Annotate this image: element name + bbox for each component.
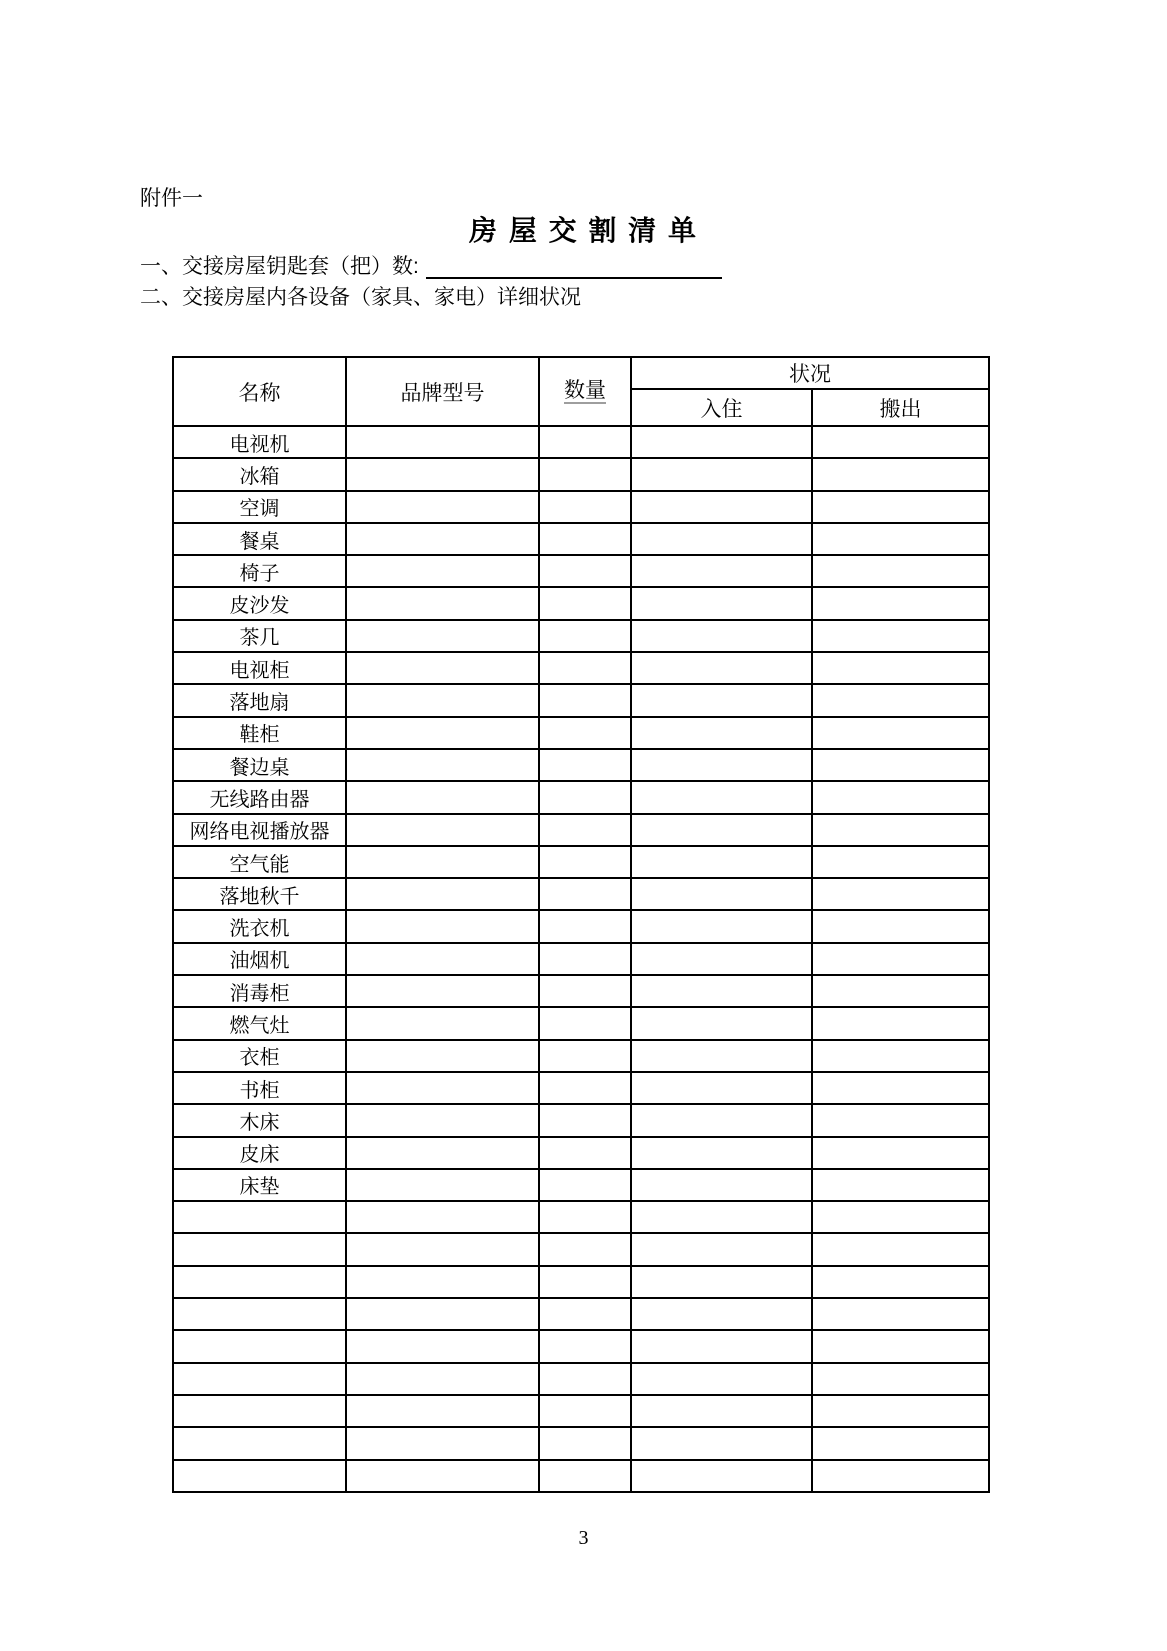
table-row [173, 781, 989, 813]
move-in-status-cell [631, 1040, 812, 1072]
table-row [173, 684, 989, 716]
item-name-cell: 洗衣机 [173, 910, 346, 942]
column-header-name: 名称 [173, 357, 346, 426]
move-in-status-cell [631, 1395, 812, 1427]
table-row [173, 1007, 989, 1039]
quantity-cell [539, 717, 631, 749]
brand-model-cell [346, 1427, 539, 1459]
move-in-status-cell [631, 458, 812, 490]
table-row-empty [173, 1233, 989, 1265]
brand-model-cell [346, 1395, 539, 1427]
item-name-cell [173, 1298, 346, 1330]
move-in-status-cell [631, 1460, 812, 1492]
move-in-status-cell [631, 1330, 812, 1362]
move-in-status-cell [631, 943, 812, 975]
move-in-status-cell [631, 523, 812, 555]
item-name-cell: 床垫 [173, 1169, 346, 1201]
item-name-cell [173, 1266, 346, 1298]
quantity-cell [539, 749, 631, 781]
table-row [173, 1040, 989, 1072]
brand-model-cell [346, 1169, 539, 1201]
table-row-empty [173, 1330, 989, 1362]
item-name-cell: 椅子 [173, 555, 346, 587]
move-out-status-cell [812, 458, 989, 490]
item-name-cell: 皮床 [173, 1137, 346, 1169]
table-row [173, 846, 989, 878]
move-out-status-cell [812, 1137, 989, 1169]
table-row [173, 749, 989, 781]
move-in-status-cell [631, 878, 812, 910]
brand-model-cell [346, 652, 539, 684]
brand-model-cell [346, 1266, 539, 1298]
quantity-cell [539, 781, 631, 813]
move-out-status-cell [812, 587, 989, 619]
brand-model-cell [346, 426, 539, 458]
brand-model-cell [346, 1201, 539, 1233]
equipment-condition-line: 二、交接房屋内各设备（家具、家电）详细状况 [140, 286, 581, 309]
item-name-cell [173, 1330, 346, 1362]
brand-model-cell [346, 878, 539, 910]
move-in-status-cell [631, 1104, 812, 1136]
move-out-status-cell [812, 555, 989, 587]
move-out-status-cell [812, 1201, 989, 1233]
table-row [173, 1104, 989, 1136]
move-in-status-cell [631, 749, 812, 781]
brand-model-cell [346, 458, 539, 490]
column-header-quantity-label: 数量 [564, 379, 606, 404]
brand-model-cell [346, 1460, 539, 1492]
brand-model-cell [346, 555, 539, 587]
key-count-blank-field [426, 257, 722, 279]
quantity-cell [539, 1233, 631, 1265]
brand-model-cell [346, 814, 539, 846]
item-name-cell: 餐边桌 [173, 749, 346, 781]
column-header-move-out: 搬出 [812, 389, 989, 426]
move-out-status-cell [812, 943, 989, 975]
item-name-cell [173, 1363, 346, 1395]
move-out-status-cell [812, 620, 989, 652]
move-out-status-cell [812, 1395, 989, 1427]
column-header-move-in: 入住 [631, 389, 812, 426]
item-name-cell [173, 1395, 346, 1427]
table-row-empty [173, 1298, 989, 1330]
move-out-status-cell [812, 1233, 989, 1265]
brand-model-cell [346, 620, 539, 652]
brand-model-cell [346, 1233, 539, 1265]
quantity-cell [539, 523, 631, 555]
move-in-status-cell [631, 1169, 812, 1201]
quantity-cell [539, 1460, 631, 1492]
move-out-status-cell [812, 523, 989, 555]
quantity-cell [539, 943, 631, 975]
move-out-status-cell [812, 652, 989, 684]
move-out-status-cell [812, 910, 989, 942]
brand-model-cell [346, 846, 539, 878]
table-row-empty [173, 1427, 989, 1459]
key-count-label: 一、交接房屋钥匙套（把）数: [140, 255, 419, 278]
table-row [173, 910, 989, 942]
move-out-status-cell [812, 684, 989, 716]
move-in-status-cell [631, 1233, 812, 1265]
quantity-cell [539, 1137, 631, 1169]
quantity-cell [539, 652, 631, 684]
move-out-status-cell [812, 1007, 989, 1039]
move-in-status-cell [631, 814, 812, 846]
table-row [173, 1169, 989, 1201]
item-name-cell: 消毒柜 [173, 975, 346, 1007]
quantity-cell [539, 975, 631, 1007]
quantity-cell [539, 620, 631, 652]
attachment-label: 附件一 [140, 187, 203, 210]
table-row [173, 878, 989, 910]
brand-model-cell [346, 1330, 539, 1362]
move-in-status-cell [631, 1266, 812, 1298]
table-row [173, 717, 989, 749]
move-in-status-cell [631, 1007, 812, 1039]
move-in-status-cell [631, 426, 812, 458]
table-row [173, 1072, 989, 1104]
move-in-status-cell [631, 491, 812, 523]
quantity-cell [539, 684, 631, 716]
page-number: 3 [578, 1527, 589, 1549]
item-name-cell: 油烟机 [173, 943, 346, 975]
move-in-status-cell [631, 1298, 812, 1330]
item-name-cell: 冰箱 [173, 458, 346, 490]
quantity-cell [539, 814, 631, 846]
move-out-status-cell [812, 975, 989, 1007]
move-out-status-cell [812, 1040, 989, 1072]
table-row [173, 523, 989, 555]
move-out-status-cell [812, 1169, 989, 1201]
item-name-cell [173, 1460, 346, 1492]
quantity-cell [539, 1040, 631, 1072]
item-name-cell: 无线路由器 [173, 781, 346, 813]
brand-model-cell [346, 1040, 539, 1072]
item-name-cell: 落地秋千 [173, 878, 346, 910]
quantity-cell [539, 1266, 631, 1298]
table-body [173, 426, 989, 1492]
quantity-cell [539, 1072, 631, 1104]
quantity-cell [539, 426, 631, 458]
move-out-status-cell [812, 1460, 989, 1492]
move-in-status-cell [631, 1072, 812, 1104]
column-header-condition: 状况 [631, 357, 989, 389]
quantity-cell [539, 1007, 631, 1039]
item-name-cell [173, 1201, 346, 1233]
brand-model-cell [346, 910, 539, 942]
brand-model-cell [346, 717, 539, 749]
table-row [173, 975, 989, 1007]
move-out-status-cell [812, 749, 989, 781]
move-out-status-cell [812, 1363, 989, 1395]
brand-model-cell [346, 491, 539, 523]
move-in-status-cell [631, 1363, 812, 1395]
item-name-cell: 茶几 [173, 620, 346, 652]
brand-model-cell [346, 684, 539, 716]
move-out-status-cell [812, 426, 989, 458]
quantity-cell [539, 910, 631, 942]
brand-model-cell [346, 749, 539, 781]
table-row-empty [173, 1266, 989, 1298]
quantity-cell [539, 587, 631, 619]
move-in-status-cell [631, 781, 812, 813]
column-header-brand-model: 品牌型号 [346, 357, 539, 426]
move-out-status-cell [812, 781, 989, 813]
brand-model-cell [346, 1104, 539, 1136]
item-name-cell: 燃气灶 [173, 1007, 346, 1039]
table-row [173, 587, 989, 619]
move-out-status-cell [812, 1330, 989, 1362]
table-row [173, 426, 989, 458]
quantity-cell [539, 846, 631, 878]
move-in-status-cell [631, 620, 812, 652]
item-name-cell: 电视柜 [173, 652, 346, 684]
move-out-status-cell [812, 1427, 989, 1459]
move-out-status-cell [812, 1266, 989, 1298]
move-out-status-cell [812, 1298, 989, 1330]
brand-model-cell [346, 587, 539, 619]
table-row [173, 555, 989, 587]
move-in-status-cell [631, 587, 812, 619]
item-name-cell [173, 1233, 346, 1265]
move-in-status-cell [631, 1137, 812, 1169]
quantity-cell [539, 1104, 631, 1136]
quantity-cell [539, 878, 631, 910]
move-out-status-cell [812, 1072, 989, 1104]
brand-model-cell [346, 1298, 539, 1330]
table-row [173, 814, 989, 846]
item-name-cell: 皮沙发 [173, 587, 346, 619]
table-row [173, 1137, 989, 1169]
move-in-status-cell [631, 684, 812, 716]
quantity-cell [539, 1201, 631, 1233]
move-in-status-cell [631, 1201, 812, 1233]
table-row [173, 943, 989, 975]
brand-model-cell [346, 975, 539, 1007]
table-header-row-1 [173, 357, 989, 389]
table-row-empty [173, 1363, 989, 1395]
table-row-empty [173, 1395, 989, 1427]
table-row [173, 458, 989, 490]
brand-model-cell [346, 523, 539, 555]
brand-model-cell [346, 1072, 539, 1104]
move-out-status-cell [812, 814, 989, 846]
item-name-cell: 网络电视播放器 [173, 814, 346, 846]
item-name-cell: 鞋柜 [173, 717, 346, 749]
table-row [173, 652, 989, 684]
brand-model-cell [346, 1363, 539, 1395]
move-out-status-cell [812, 878, 989, 910]
move-in-status-cell [631, 846, 812, 878]
item-name-cell: 餐桌 [173, 523, 346, 555]
table-row [173, 491, 989, 523]
item-name-cell: 空气能 [173, 846, 346, 878]
move-in-status-cell [631, 555, 812, 587]
column-header-quantity [539, 357, 631, 426]
item-name-cell [173, 1427, 346, 1459]
move-in-status-cell [631, 717, 812, 749]
item-name-cell: 书柜 [173, 1072, 346, 1104]
item-name-cell: 落地扇 [173, 684, 346, 716]
handover-table [172, 356, 990, 1493]
item-name-cell: 电视机 [173, 426, 346, 458]
move-in-status-cell [631, 975, 812, 1007]
table-row-empty [173, 1201, 989, 1233]
move-out-status-cell [812, 491, 989, 523]
item-name-cell: 衣柜 [173, 1040, 346, 1072]
quantity-cell [539, 1363, 631, 1395]
brand-model-cell [346, 943, 539, 975]
move-out-status-cell [812, 717, 989, 749]
quantity-cell [539, 1330, 631, 1362]
brand-model-cell [346, 1007, 539, 1039]
quantity-cell [539, 1169, 631, 1201]
quantity-cell [539, 1395, 631, 1427]
brand-model-cell [346, 781, 539, 813]
brand-model-cell [346, 1137, 539, 1169]
quantity-cell [539, 1298, 631, 1330]
key-count-line [140, 254, 722, 279]
quantity-cell [539, 1427, 631, 1459]
quantity-cell [539, 458, 631, 490]
move-in-status-cell [631, 652, 812, 684]
move-out-status-cell [812, 846, 989, 878]
table-row-empty [173, 1460, 989, 1492]
move-in-status-cell [631, 1427, 812, 1459]
page-title: 房 屋 交 割 清 单 [469, 215, 698, 246]
quantity-cell [539, 491, 631, 523]
item-name-cell: 空调 [173, 491, 346, 523]
move-out-status-cell [812, 1104, 989, 1136]
item-name-cell: 木床 [173, 1104, 346, 1136]
move-in-status-cell [631, 910, 812, 942]
quantity-cell [539, 555, 631, 587]
table-row [173, 620, 989, 652]
